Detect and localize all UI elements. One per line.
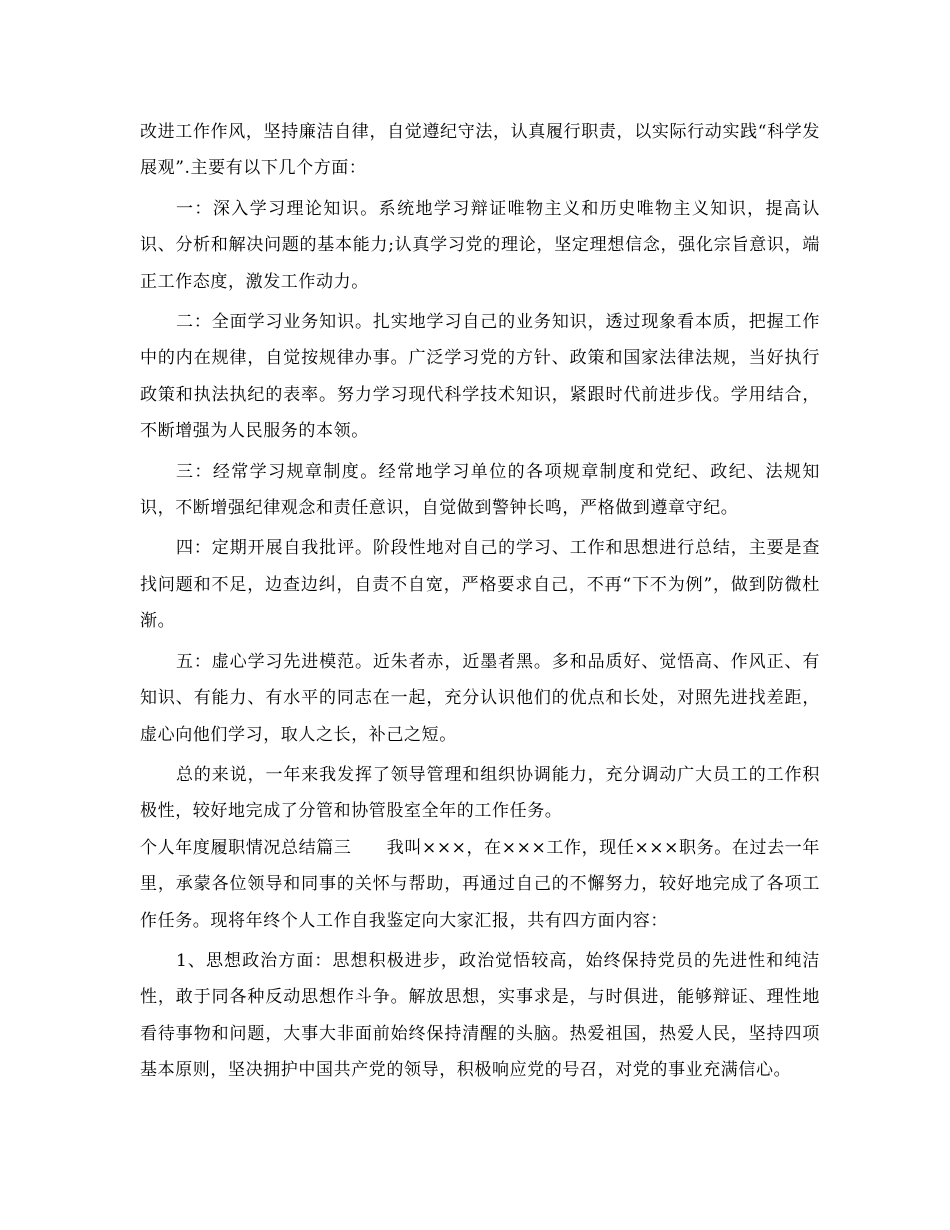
paragraph-political-thought: 1、思想政治方面：思想积极进步，政治觉悟较高，始终保持党员的先进性和纯洁性，敢于同各种反动思想作斗争。解放思想，实事求是，与时俱进，能够辩证、理性地看待事物和问题，大事大非面前始终保持清醒的头脑。热爱祖国，热爱人民，坚持四项基本原则，坚决拥护中国共产党的领导，积极响应党的号召，对党的事业充满信心。: [140, 950, 820, 1081]
paragraph-point-two: 二：全面学习业务知识。扎实地学习自己的业务知识，透过现象看本质，把握工作中的内在规律，自觉按规律办事。广泛学习党的方针、政策和国家法律法规，当好执行政策和执法执纪的表率。努力学习现代科学技术知识，紧跟时代前进步伐。学用结合，不断增强为人民服务的本领。: [140, 312, 820, 442]
paragraph-section-three-intro: 个人年度履职情况总结篇三 我叫×××，在×××工作，现任×××职务。在过去一年里，承蒙各位领导和同事的关怀与帮助，再通过自己的不懈努力，较好地完成了各项工作任务。现将年终个人工作自我鉴定向大家汇报，共有四方面内容：: [140, 837, 820, 931]
paragraph-summary: 总的来说，一年来我发挥了领导管理和组织协调能力，充分调动广大员工的工作积极性，较好地完成了分管和协管股室全年的工作任务。: [140, 764, 820, 822]
paragraph-point-one: 一：深入学习理论知识。系统地学习辩证唯物主义和历史唯物主义知识，提高认识、分析和解决问题的基本能力;认真学习党的理论，坚定理想信念，强化宗旨意识，端正工作态度，激发工作动力。: [140, 198, 820, 292]
paragraph-point-four: 四：定期开展自我批评。阶段性地对自己的学习、工作和思想进行总结，主要是查找问题和不足，边查边纠，自责不自宽，严格要求自己，不再“下不为例”，做到防微杜渐。: [140, 538, 820, 632]
paragraph-point-three: 三：经常学习规章制度。经常地学习单位的各项规章制度和党纪、政纪、法规知识，不断增强纪律观念和责任意识，自觉做到警钟长鸣，严格做到遵章守纪。: [140, 461, 820, 519]
document-body: [140, 114, 820, 1093]
paragraph-point-five: 五：虚心学习先进模范。近朱者赤，近墨者黑。多和品质好、觉悟高、作风正、有知识、有能力、有水平的同志在一起，充分认识他们的优点和长处，对照先进找差距，虚心向他们学习，取人之长，补己之短。: [140, 651, 820, 745]
paragraph-intro: 改进工作作风，坚持廉洁自律，自觉遵纪守法，认真履行职责，以实际行动实践“科学发展观”.主要有以下几个方面：: [140, 122, 820, 179]
